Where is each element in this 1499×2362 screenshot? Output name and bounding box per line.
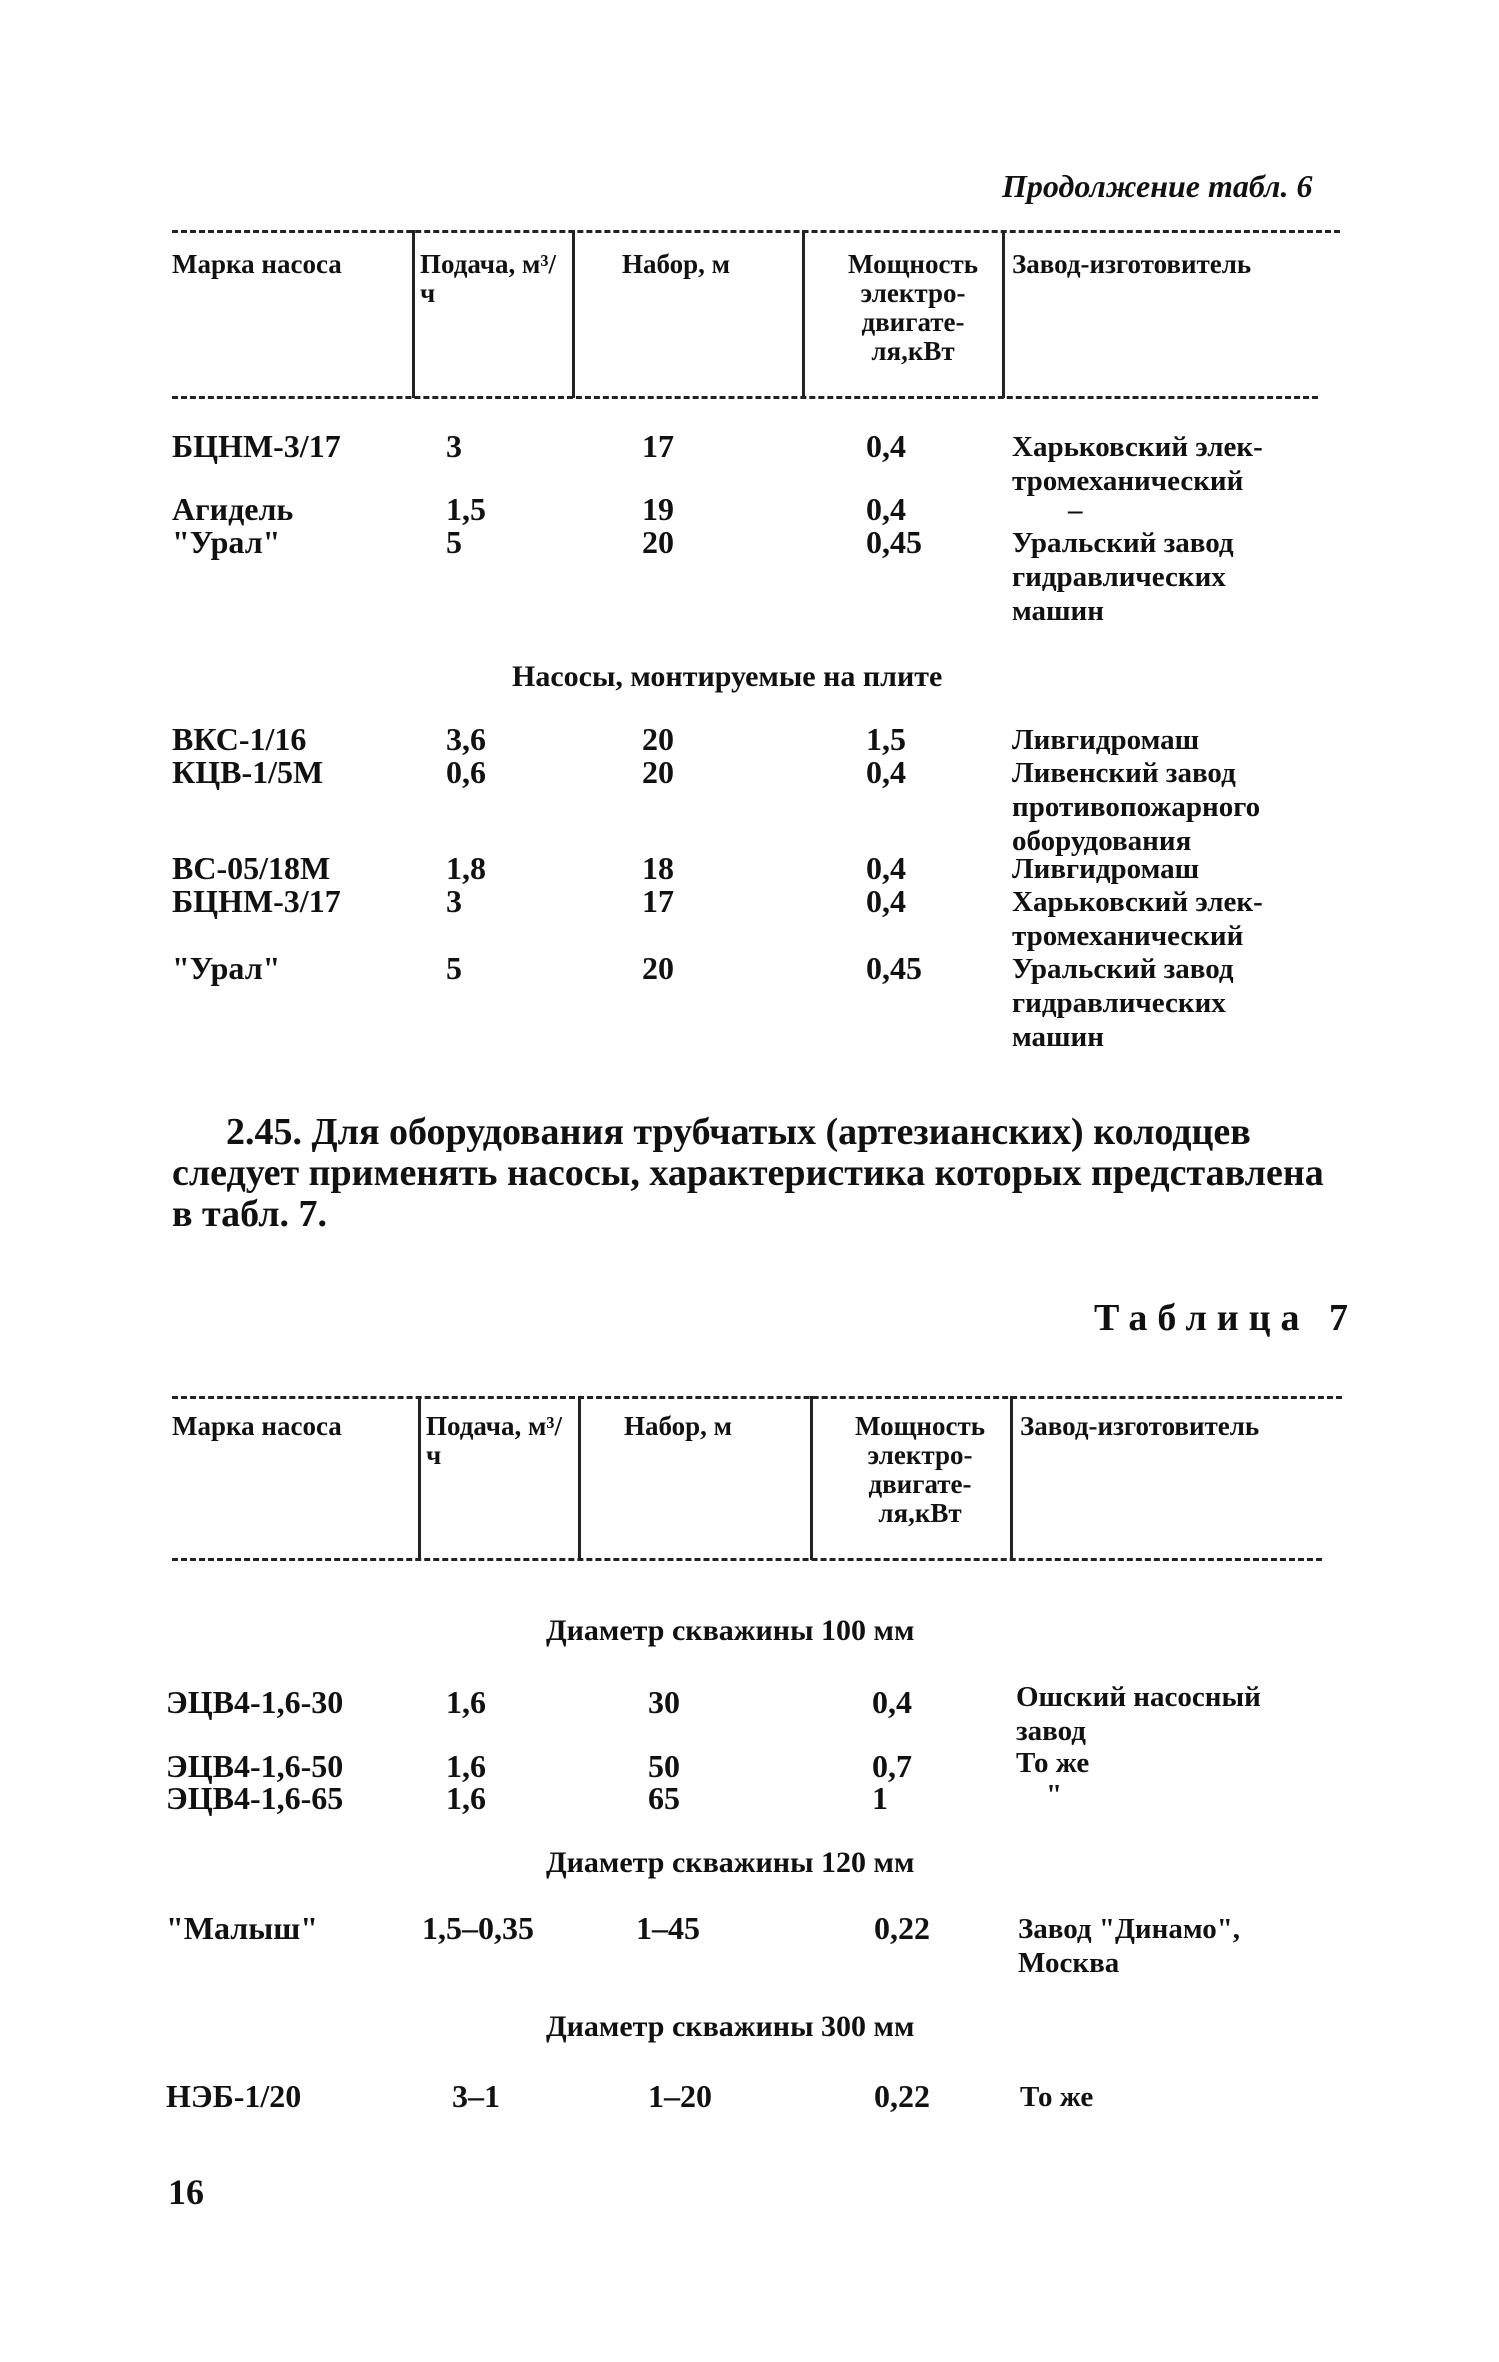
table6-row-brand: "Урал" [172, 950, 281, 986]
table6-header-head: Набор, м [622, 249, 731, 279]
table6-row-power: 0,4 [866, 883, 906, 919]
table7-header-power: Мощность электро-двигате-ля,кВт [854, 1411, 985, 1528]
table6-row-power: 0,45 [866, 950, 922, 986]
paragraph-text: Для оборудования трубчатых (артезианских) колодцев следует применять насосы, характеристика которых представлена в табл. 7. [172, 1111, 1324, 1235]
page-number: 16 [168, 2172, 204, 2212]
table6-row-maker: Харьковский элек-тромеханический [1012, 886, 1263, 952]
table7-row-brand: ЭЦВ4-1,6-30 [166, 1684, 344, 1720]
table6-row-brand: БЦНМ-3/17 [172, 883, 341, 919]
table7-row-maker: Ошский насосный завод [1016, 1681, 1261, 1747]
table7-group-heading: Диаметр скважины 120 мм [546, 1846, 915, 1879]
table7-row-maker: То же [1016, 1747, 1090, 1779]
table6-row-maker: Ливенский завод противопожарного оборудования [1012, 757, 1261, 857]
table6-row-flow: 1,8 [446, 850, 486, 886]
table7-row-brand: "Малыш" [166, 1910, 318, 1946]
table7-header-brand: Марка насоса [172, 1411, 342, 1441]
table6-divider [802, 230, 805, 398]
table7-divider [578, 1396, 581, 1560]
table6-row-power: 0,4 [866, 754, 906, 790]
table6-row-head: 20 [642, 721, 674, 757]
table7-divider [1010, 1396, 1013, 1560]
table6-row-flow: 3,6 [446, 721, 486, 757]
table7-row-maker: То же [1020, 2081, 1094, 2113]
table7-row-brand: ЭЦВ4-1,6-65 [166, 1780, 344, 1816]
table6-row-head: 20 [642, 524, 674, 560]
table7-row-flow: 1,5–0,35 [422, 1910, 534, 1946]
table6-divider [1002, 230, 1005, 398]
table6-row-maker: Харьковский элек-тромеханический [1012, 431, 1263, 497]
table6-row-head: 17 [642, 883, 674, 919]
table7-row-maker: Завод "Динамо", Москва [1018, 1913, 1241, 1979]
table7-row-maker: " [1046, 1779, 1063, 1811]
table7-row-power: 1 [872, 1780, 888, 1816]
table6-row-power: 0,45 [866, 524, 922, 560]
table6-row-flow: 5 [446, 950, 462, 986]
table7-row-head: 30 [648, 1684, 680, 1720]
table7-row-brand: НЭБ-1/20 [166, 2078, 302, 2114]
table6-row-brand: БЦНМ-3/17 [172, 428, 341, 464]
table7-row-power: 0,7 [872, 1748, 912, 1784]
table6-row-flow: 3 [446, 883, 462, 919]
table7-header-rule [172, 1558, 1322, 1561]
table6-row-flow: 1,5 [446, 491, 486, 527]
table6-row-power: 0,4 [866, 850, 906, 886]
table6-row-power: 0,4 [866, 491, 906, 527]
table6-header-rule [172, 396, 1318, 399]
table6-row-head: 20 [642, 754, 674, 790]
table6-divider [572, 230, 575, 398]
table6-header-flow: Подача, м³/ч [420, 249, 557, 308]
paragraph-number: 2.45. [226, 1111, 302, 1153]
table6-header-brand: Марка насоса [172, 249, 342, 279]
table7-row-head: 65 [648, 1780, 680, 1816]
table6-row-maker: Ливгидромаш [1012, 724, 1200, 756]
table6-row-maker: Уральский завод гидравлических машин [1012, 527, 1234, 627]
paragraph-2-45 [172, 1112, 1342, 1235]
table7-row-power: 0,22 [874, 2078, 930, 2114]
table7-top-rule [172, 1396, 1342, 1399]
table6-row-maker: Уральский завод гидравлических машин [1012, 953, 1234, 1053]
table6-row-flow: 3 [446, 428, 462, 464]
table6-row-head: 18 [642, 850, 674, 886]
table7-title: Таблица 7 [1094, 1297, 1359, 1339]
table7-row-flow: 3–1 [452, 2078, 500, 2114]
table7-row-head: 1–20 [648, 2078, 712, 2114]
table6-row-maker: Ливгидромаш [1012, 853, 1200, 885]
table6-row-brand: ВКС-1/16 [172, 721, 307, 757]
table7-header-maker: Завод-изготовитель [1020, 1411, 1260, 1441]
table7-group-heading: Диаметр скважины 100 мм [546, 1614, 915, 1647]
table7-row-brand: ЭЦВ4-1,6-50 [166, 1748, 344, 1784]
table7-row-head: 1–45 [636, 1910, 700, 1946]
table7-row-flow: 1,6 [446, 1684, 486, 1720]
table6-section-heading: Насосы, монтируемые на плите [512, 660, 943, 693]
table6-row-maker: – [1068, 494, 1083, 526]
table7-header-head: Набор, м [624, 1411, 733, 1441]
table7-header-flow: Подача, м³/ч [426, 1411, 563, 1470]
table7-row-head: 50 [648, 1748, 680, 1784]
table6-row-power: 0,4 [866, 428, 906, 464]
table7-row-flow: 1,6 [446, 1780, 486, 1816]
table6-row-head: 17 [642, 428, 674, 464]
continuation-title: Продолжение табл. 6 [1002, 168, 1313, 204]
table6-row-head: 20 [642, 950, 674, 986]
table6-row-power: 1,5 [866, 721, 906, 757]
table6-row-brand: "Урал" [172, 524, 281, 560]
table7-divider [418, 1396, 421, 1560]
table7-row-flow: 1,6 [446, 1748, 486, 1784]
table6-row-brand: Агидель [172, 491, 294, 527]
table6-top-rule [172, 230, 1340, 233]
table7-divider [810, 1396, 813, 1560]
table6-row-head: 19 [642, 491, 674, 527]
table6-header-power: Мощность электро-двигате-ля,кВт [847, 249, 978, 366]
table6-row-flow: 0,6 [446, 754, 486, 790]
table6-row-flow: 5 [446, 524, 462, 560]
table6-row-brand: ВС-05/18М [172, 850, 331, 886]
table7-row-power: 0,22 [874, 1910, 930, 1946]
table6-header-maker: Завод-изготовитель [1012, 249, 1252, 279]
table6-row-brand: КЦВ-1/5М [172, 754, 324, 790]
table6-divider [412, 230, 415, 398]
table7-group-heading: Диаметр скважины 300 мм [546, 2010, 915, 2043]
table7-row-power: 0,4 [872, 1684, 912, 1720]
